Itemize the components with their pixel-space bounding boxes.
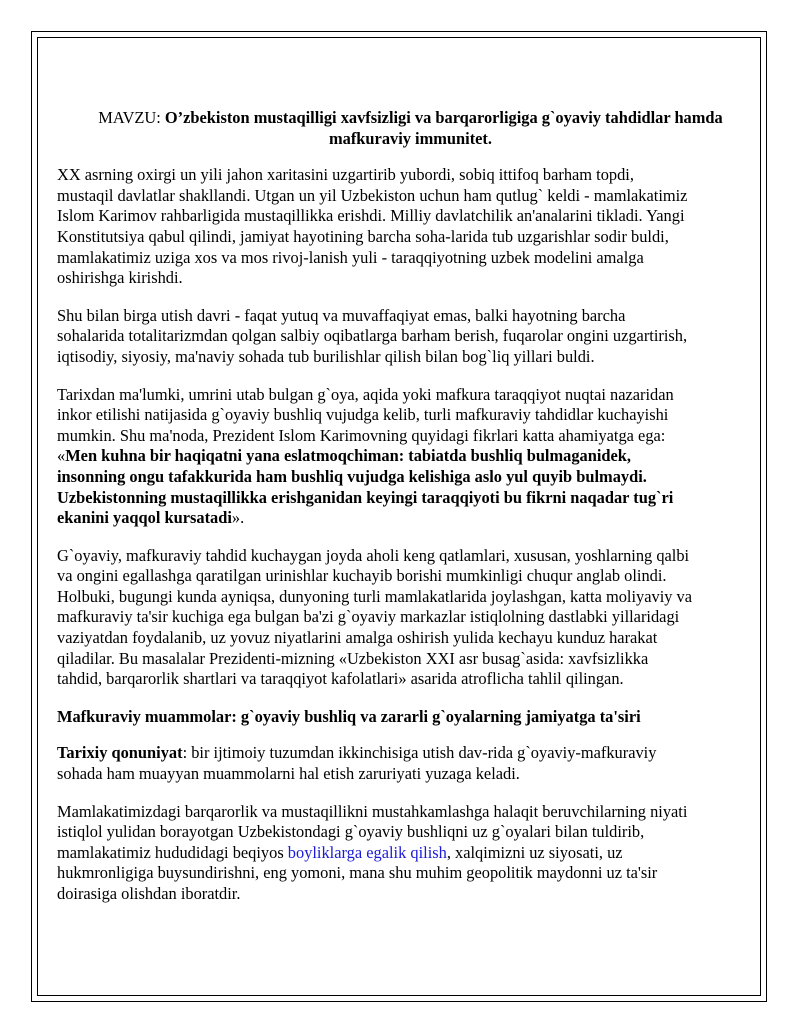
quote-line-1: «Men kuhna bir haqiqatni yana eslatmoqchiman: tabiatda bushliq bulmaganidek, — [57, 446, 631, 466]
paragraph-6: Mamlakatimizdagi barqarorlik va mustaqillikni mustahkamlashga halaqit beruvchilarning niyati istiqlol yulidan borayotgan Uzbekistondagi g`oyaviy bushliqni uz g`oyalari bilan tuldirib, mamlakatimiz hududidagi beqiyos boyliklarga egalik qilish, xalqimizni uz siyosati, uz hukmronligiga buysundirishni, eng yomoni, mana shu muhim geopolitik maydonni uz ta'sir doirasiga olishdan iboratdir. — [57, 801, 688, 903]
term-bold: Tarixiy qonuniyat — [57, 743, 183, 763]
section-heading: Mafkuraviy muammolar: g`oyaviy bushliq va zararli g`oyalarning jamiyatga ta'siri — [57, 706, 641, 726]
paragraph-4: G`oyaviy, mafkuraviy tahdid kuchaygan joyda aholi keng qatlamlari, xususan, yoshlarning qalbi va ongini egallashga qaratilgan urinishlar kuchayib borishi mumkinligi chuqur anglab olindi. Holbuki, bugungi kunda ayniqsa, dunyoning turli mamlakatlarida joylashgan, katta moliyaviy va mafkuraviy ta'sir kuchiga ega bulgan ba'zi g`oyaviy markazlar istiqlolning dastlabki yillaridagi vaziyatdan foydalanib, uz yovuz niyatlarini amalga oshirish yulida kechayu kunduz harakat qiladilar. Bu masalalar Prezidenti-mizning «Uzbekiston XXI asr busag`asida: xavfsizlikka tahdid, barqarorlik shartlari va taraqqiyot kafolatlari» asarida atroflicha tahlil qilingan. — [57, 545, 693, 689]
title-line-1 — [57, 108, 764, 129]
document-title — [57, 108, 764, 149]
paragraph-2: Shu bilan birga utish davri - faqat yutuq va muvaffaqiyat emas, balki hayotning barcha sohalarida totalitarizmdan qolgan salbiy oqibatlarga barham berish, fuqarolar ongini uzgartirish, iqtisodiy, siyosiy, ma'naviy sohada tub burilishlar qilish bilan bog`liq yillari buldi. — [57, 305, 688, 366]
title-label: MAVZU: — [98, 108, 165, 127]
quote-line-2: insonning ongu tafakkurida ham bushliq vujudga kelishiga aslo yul quyib bulmaydi. — [57, 466, 647, 486]
document-body — [57, 108, 764, 922]
paragraph-3: Tarixdan ma'lumki, umrini utab bulgan g`oya, aqida yoki mafkura taraqqiyot nuqtai nazaridan inkor etilishi natijasida g`oyaviy bushliq vujudga kelib, turli mafkuraviy tahdidlar kuchayishi mumkin. Shu ma'noda, Prezident Islom Karimovning quyidagi fikrlari katta ahamiyatga ega: «Men kuhna bir haqiqatni yana eslatmoqchiman: tabiatda bushliq bulmaganidek, insonning ongu tafakkurida ham bushliq vujudga kelishiga aslo yul quyib bulmaydi. Uzbekistonning mustaqillikka erishganidan keyingi taraqqiyoti bu fikrni naqadar tug`ri ekanini yaqqol kursatadi». — [57, 385, 764, 529]
title-text: O’zbekiston mustaqilligi xavfsizligi va barqarorligiga g`oyaviy tahdidlar hamda — [164, 108, 723, 127]
boyliklar-link[interactable]: boyliklarga egalik qilish — [287, 842, 447, 862]
title-line-2: mafkuraviy immunitet. — [329, 128, 492, 148]
paragraph-1: XX asrning oxirgi un yili jahon xaritasini uzgartirib yubordi, sobiq ittifoq barham topdi, mustaqil davlatlar shakllandi. Utgan un yil Uzbekiston uchun ham qutlug` keldi - mamlakatimiz Islom Karimov rahbarligida mustaqillikka erishdi. Milliy davlatchilik an'analarini tikladi. Yangi Konstitutsiya qabul qilindi, jamiyat hayotining barcha soha-larida tub uzgarishlar sodir buldi, mamlakatimiz uziga xos va mos rivoj-lanish yuli - taraqqiyotning uzbek modelini amalga oshirishga kirishdi. — [57, 165, 688, 288]
quote-line-4: ekanini yaqqol kursatadi». — [57, 508, 245, 528]
paragraph-5: Tarixiy qonuniyat: bir ijtimoiy tuzumdan ikkinchisiga utish dav-rida g`oyaviy-mafkuraviy sohada ham muayyan muammolarni hal etish zaruriyati yuzaga keladi. — [57, 743, 657, 784]
quote-line-3: Uzbekistonning mustaqillikka erishganidan keyingi taraqqiyoti bu fikrni naqadar tug`ri — [57, 487, 674, 507]
